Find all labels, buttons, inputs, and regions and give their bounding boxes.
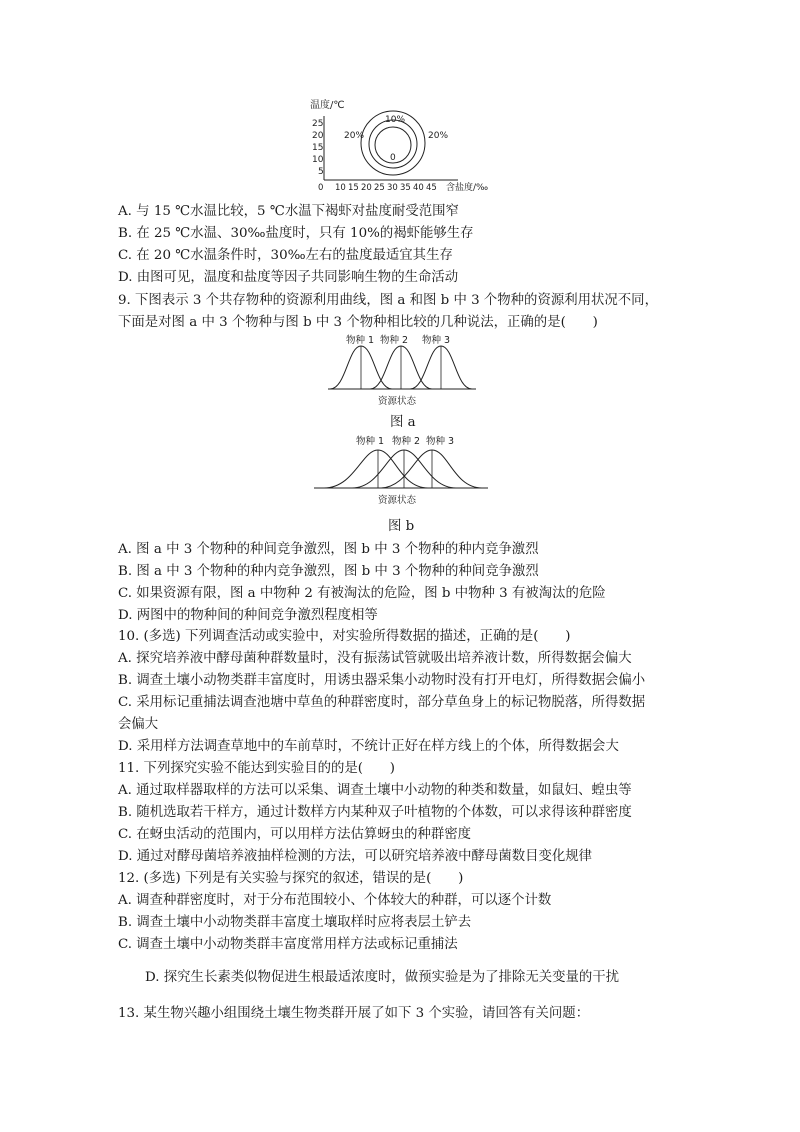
x-tick: 15 bbox=[348, 183, 359, 193]
x-axis-label: 含盐度/‰ bbox=[446, 183, 489, 193]
x-tick: 20 bbox=[361, 183, 372, 193]
x-ticks bbox=[318, 183, 437, 193]
q12-option-c: C. 调查土壤中小动物类群丰富度常用样方法或标记重捕法 bbox=[118, 937, 458, 952]
fig-a-axis-label: 资源状态 bbox=[378, 396, 417, 407]
q9-option-b: B. 图 a 中 3 个物种的种内竞争激烈，图 b 中 3 个物种的种间竞争激烈 bbox=[118, 564, 539, 579]
q9-stem-line2: 下面是对图 a 中 3 个物种与图 b 中 3 个物种相比较的几种说法，正确的是( ) bbox=[118, 315, 598, 330]
fig-b-curve-1 bbox=[324, 450, 428, 488]
q8-option-d: D. 由图可见，温度和盐度等因子共同影响生物的生命活动 bbox=[118, 270, 459, 285]
contour-label-center: 0 bbox=[390, 153, 396, 163]
y-tick: 20 bbox=[312, 131, 324, 141]
q11-stem: 11. 下列探究实验不能达到实验目的的是( ) bbox=[118, 761, 396, 776]
fig-b-curve-3 bbox=[380, 450, 482, 488]
contour-label-right: 20% bbox=[428, 131, 449, 141]
q10-option-c-cont: 会偏大 bbox=[118, 717, 159, 732]
fig-b-species-1: 物种 1 bbox=[356, 436, 385, 447]
fig-a-species-1: 物种 1 bbox=[346, 335, 375, 346]
q11-option-a: A. 通过取样器取样的方法可以采集、调查土壤中小动物的种类和数量，如鼠妇、蝗虫等 bbox=[118, 783, 632, 798]
q9-stem-line1: 9. 下图表示 3 个共存物种的资源利用曲线，图 a 和图 b 中 3 个物种的资源利用状况不同， bbox=[118, 293, 658, 308]
x-tick: 45 bbox=[426, 183, 437, 193]
y-tick: 15 bbox=[312, 143, 324, 153]
fig-b-species-3: 物种 3 bbox=[426, 436, 455, 447]
q8-option-a: A. 与 15 ℃水温比较，5 ℃水温下褐虾对盐度耐受范围窄 bbox=[118, 204, 459, 219]
q12-option-a: A. 调查种群密度时，对于分布范围较小、个体较大的种群，可以逐个计数 bbox=[118, 893, 552, 908]
fig-a-caption: 图 a bbox=[390, 415, 416, 430]
q13-stem: 13. 某生物兴趣小组围绕土壤生物类群开展了如下 3 个实验，请回答有关问题： bbox=[118, 1006, 590, 1021]
q8-option-b: B. 在 25 ℃水温、30‰盐度时，只有 10%的褐虾能够生存 bbox=[118, 226, 474, 241]
contour-label-top: 10% bbox=[385, 115, 406, 125]
y-tick: 10 bbox=[312, 155, 324, 165]
fig-b-axis-label: 资源状态 bbox=[378, 495, 417, 506]
q11-option-c: C. 在蚜虫活动的范围内，可以用样方法估算蚜虫的种群密度 bbox=[118, 827, 472, 842]
figure-b bbox=[314, 432, 490, 508]
contour-label-left: 20% bbox=[344, 131, 365, 141]
y-tick: 25 bbox=[312, 119, 324, 129]
y-ticks bbox=[312, 119, 324, 177]
x-tick: 25 bbox=[374, 183, 385, 193]
q8-option-c: C. 在 20 ℃水温条件时，30‰左右的盐度最适宜其生存 bbox=[118, 248, 453, 263]
q12-option-d: D. 探究生长素类似物促进生根最适浓度时，做预实验是为了排除无关变量的干扰 bbox=[145, 970, 620, 985]
fig-b-species-2: 物种 2 bbox=[392, 436, 421, 447]
q10-option-a: A. 探究培养液中酵母菌种群数量时，没有振荡试管就吸出培养液计数，所得数据会偏大 bbox=[118, 651, 632, 666]
q9-option-c: C. 如果资源有限，图 a 中物种 2 有被淘汰的危险，图 b 中物种 3 有被淘汰的危险 bbox=[118, 586, 606, 601]
x-tick: 10 bbox=[335, 183, 346, 193]
x-tick: 35 bbox=[400, 183, 411, 193]
fig-b-caption: 图 b bbox=[388, 519, 415, 534]
salinity-temperature-figure bbox=[308, 98, 508, 194]
q11-option-d: D. 通过对酵母菌培养液抽样检测的方法，可以研究培养液中酵母菌数目变化规律 bbox=[118, 849, 593, 864]
q9-option-d: D. 两图中的物种间的种间竞争激烈程度相等 bbox=[118, 608, 378, 623]
y-axis-label: 温度/℃ bbox=[310, 100, 345, 111]
x-tick: 30 bbox=[387, 183, 398, 193]
q10-option-b: B. 调查土壤小动物类群丰富度时，用诱虫器采集小动物时没有打开电灯，所得数据会偏小 bbox=[118, 673, 646, 688]
q10-option-d: D. 采用样方法调查草地中的车前草时，不统计正好在样方线上的个体，所得数据会大 bbox=[118, 739, 619, 754]
q9-option-a: A. 图 a 中 3 个物种的种间竞争激烈，图 b 中 3 个物种的种内竞争激烈 bbox=[118, 542, 539, 557]
q11-option-b: B. 随机选取若干样方，通过计数样方内某种双子叶植物的个体数，可以求得该种群密度 bbox=[118, 805, 632, 820]
q10-stem: 10. (多选) 下列调查活动或实验中，对实验所得数据的描述，正确的是( ) bbox=[118, 629, 571, 644]
q10-option-c: C. 采用标记重捕法调查池塘中草鱼的种群密度时，部分草鱼身上的标记物脱落，所得数据 bbox=[118, 695, 646, 710]
x-tick: 0 bbox=[318, 183, 324, 193]
fig-a-species-2: 物种 2 bbox=[380, 335, 409, 346]
q12-option-b: B. 调查土壤中小动物类群丰富度土壤取样时应将表层土铲去 bbox=[118, 915, 472, 930]
figure-a bbox=[328, 332, 478, 408]
fig-a-species-3: 物种 3 bbox=[422, 335, 451, 346]
x-tick: 40 bbox=[413, 183, 424, 193]
q12-stem: 12. (多选) 下列是有关实验与探究的叙述，错误的是( ) bbox=[118, 871, 464, 886]
y-tick: 5 bbox=[318, 167, 324, 177]
